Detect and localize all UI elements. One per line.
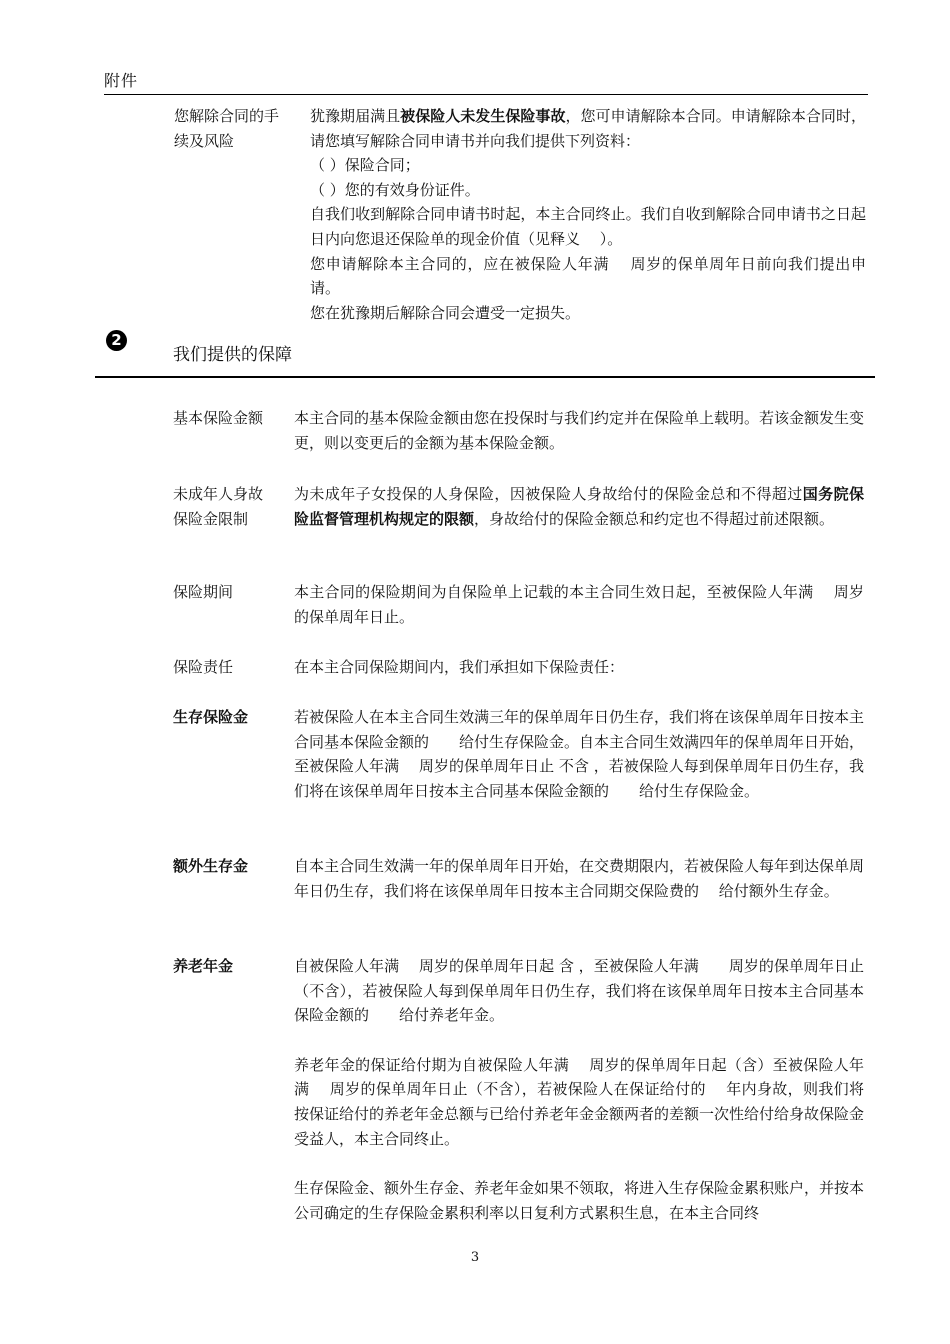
annuity-text bbox=[294, 954, 864, 1225]
section-title: 我们提供的保障 bbox=[173, 345, 292, 365]
termination-intro: 犹豫期届满且被保险人未发生保险事故，您可申请解除本合同。申请解除本合同时，请您填写解除合同申请书并向我们提供下列资料： bbox=[310, 107, 866, 150]
period-text: 本主合同的保险期间为自保险单上记载的本主合同生效日起，至被保险人年满 周岁的保单周年日止。 bbox=[294, 583, 864, 626]
termination-label: 您解除合同的手 续及风险 bbox=[174, 107, 280, 150]
termination-text bbox=[310, 104, 886, 325]
header-label: 附件 bbox=[104, 71, 139, 90]
annuity-label: 养老年金 bbox=[173, 957, 234, 975]
header-rule bbox=[104, 94, 868, 95]
termination-section bbox=[0, 104, 950, 334]
section-rule bbox=[95, 376, 875, 378]
termination-item-contract: （ ）保险合同； bbox=[310, 156, 420, 175]
survival-label: 生存保险金 bbox=[173, 708, 249, 726]
annuity-paragraph-1: 自被保险人年满 周岁的保单周年日起 含 ，至被保险人年满 周岁的保单周年日止（不含），若被保险人每到保单周年日仍生存，我们将在该保单周年日按本主合同基本保险金额的 给付养老年金。 bbox=[294, 957, 864, 1025]
liability-label: 保险责任 bbox=[173, 658, 234, 676]
basic-amount-text: 本主合同的基本保险金额由您在投保时与我们约定并在保险单上载明。若该金额发生变更，则以变更后的金额为基本保险金额。 bbox=[294, 409, 865, 452]
annuity-paragraph-3: 生存保险金、额外生存金、养老年金如果不领取，将进入生存保险金累积账户，并按本公司确定的生存保险金累积利率以日复利方式累积生息，在本主合同终 bbox=[294, 1179, 865, 1222]
termination-loss-warning: 您在犹豫期后解除合同会遭受一定损失。 bbox=[310, 303, 581, 322]
section-number-badge: 2 bbox=[106, 330, 127, 351]
termination-refund: 自我们收到解除合同申请书时起，本主合同终止。我们自收到解除合同申请书之日起 日内向您退还保险单的现金价值（见释义 ）。 bbox=[310, 205, 886, 248]
liability-text: 在本主合同保险期间内，我们承担如下保险责任： bbox=[294, 658, 625, 676]
basic-amount-label: 基本保险金额 bbox=[173, 409, 264, 427]
extra-survival-label: 额外生存金 bbox=[173, 857, 249, 875]
annuity-paragraph-2: 养老年金的保证给付期为自被保险人年满 周岁的保单周年日起（含）至被保险人年满 周岁的保单周年日止（不含），若被保险人在保证给付的 年内身故，则我们将按保证给付的养老年金总额与已给付养老年金金额两者的差额一次性给付给身故保险金受益人，本主合同终止。 bbox=[294, 1055, 865, 1148]
termination-item-id: （ ）您的有效身份证件。 bbox=[310, 180, 480, 199]
extra-survival-text: 自本主合同生效满一年的保单周年日开始，在交费期限内，若被保险人每年到达保单周年日仍生存，我们将在该保单周年日按本主合同期交保险费的 给付额外生存金。 bbox=[294, 857, 865, 900]
page-number: 3 bbox=[470, 1250, 480, 1265]
survival-text: 若被保险人在本主合同生效满三年的保单周年日仍生存，我们将在该保单周年日按本主合同基本保险金额的 给付生存保险金。自本主合同生效满四年的保单周年日开始，至被保险人年满 周岁的保单周年日止 不含 ，若被保险人每到保单周年日仍生存，我们将在该保单周年日按本主合同基本保险金额的 给付生存保险金。 bbox=[294, 708, 865, 800]
minor-limit-text: 为未成年子女投保的人身保险，因被保险人身故给付的保险金总和不得超过国务院保险监督管理机构规定的限额，身故给付的保险金额总和约定也不得超过前述限额。 bbox=[294, 485, 864, 528]
period-label: 保险期间 bbox=[173, 583, 234, 601]
minor-limit-label: 未成年人身故 保险金限制 bbox=[173, 485, 264, 528]
termination-deadline: 您申请解除本主合同的，应在被保险人年满 周岁的保单周年日前向我们提出申请。 bbox=[310, 254, 866, 298]
